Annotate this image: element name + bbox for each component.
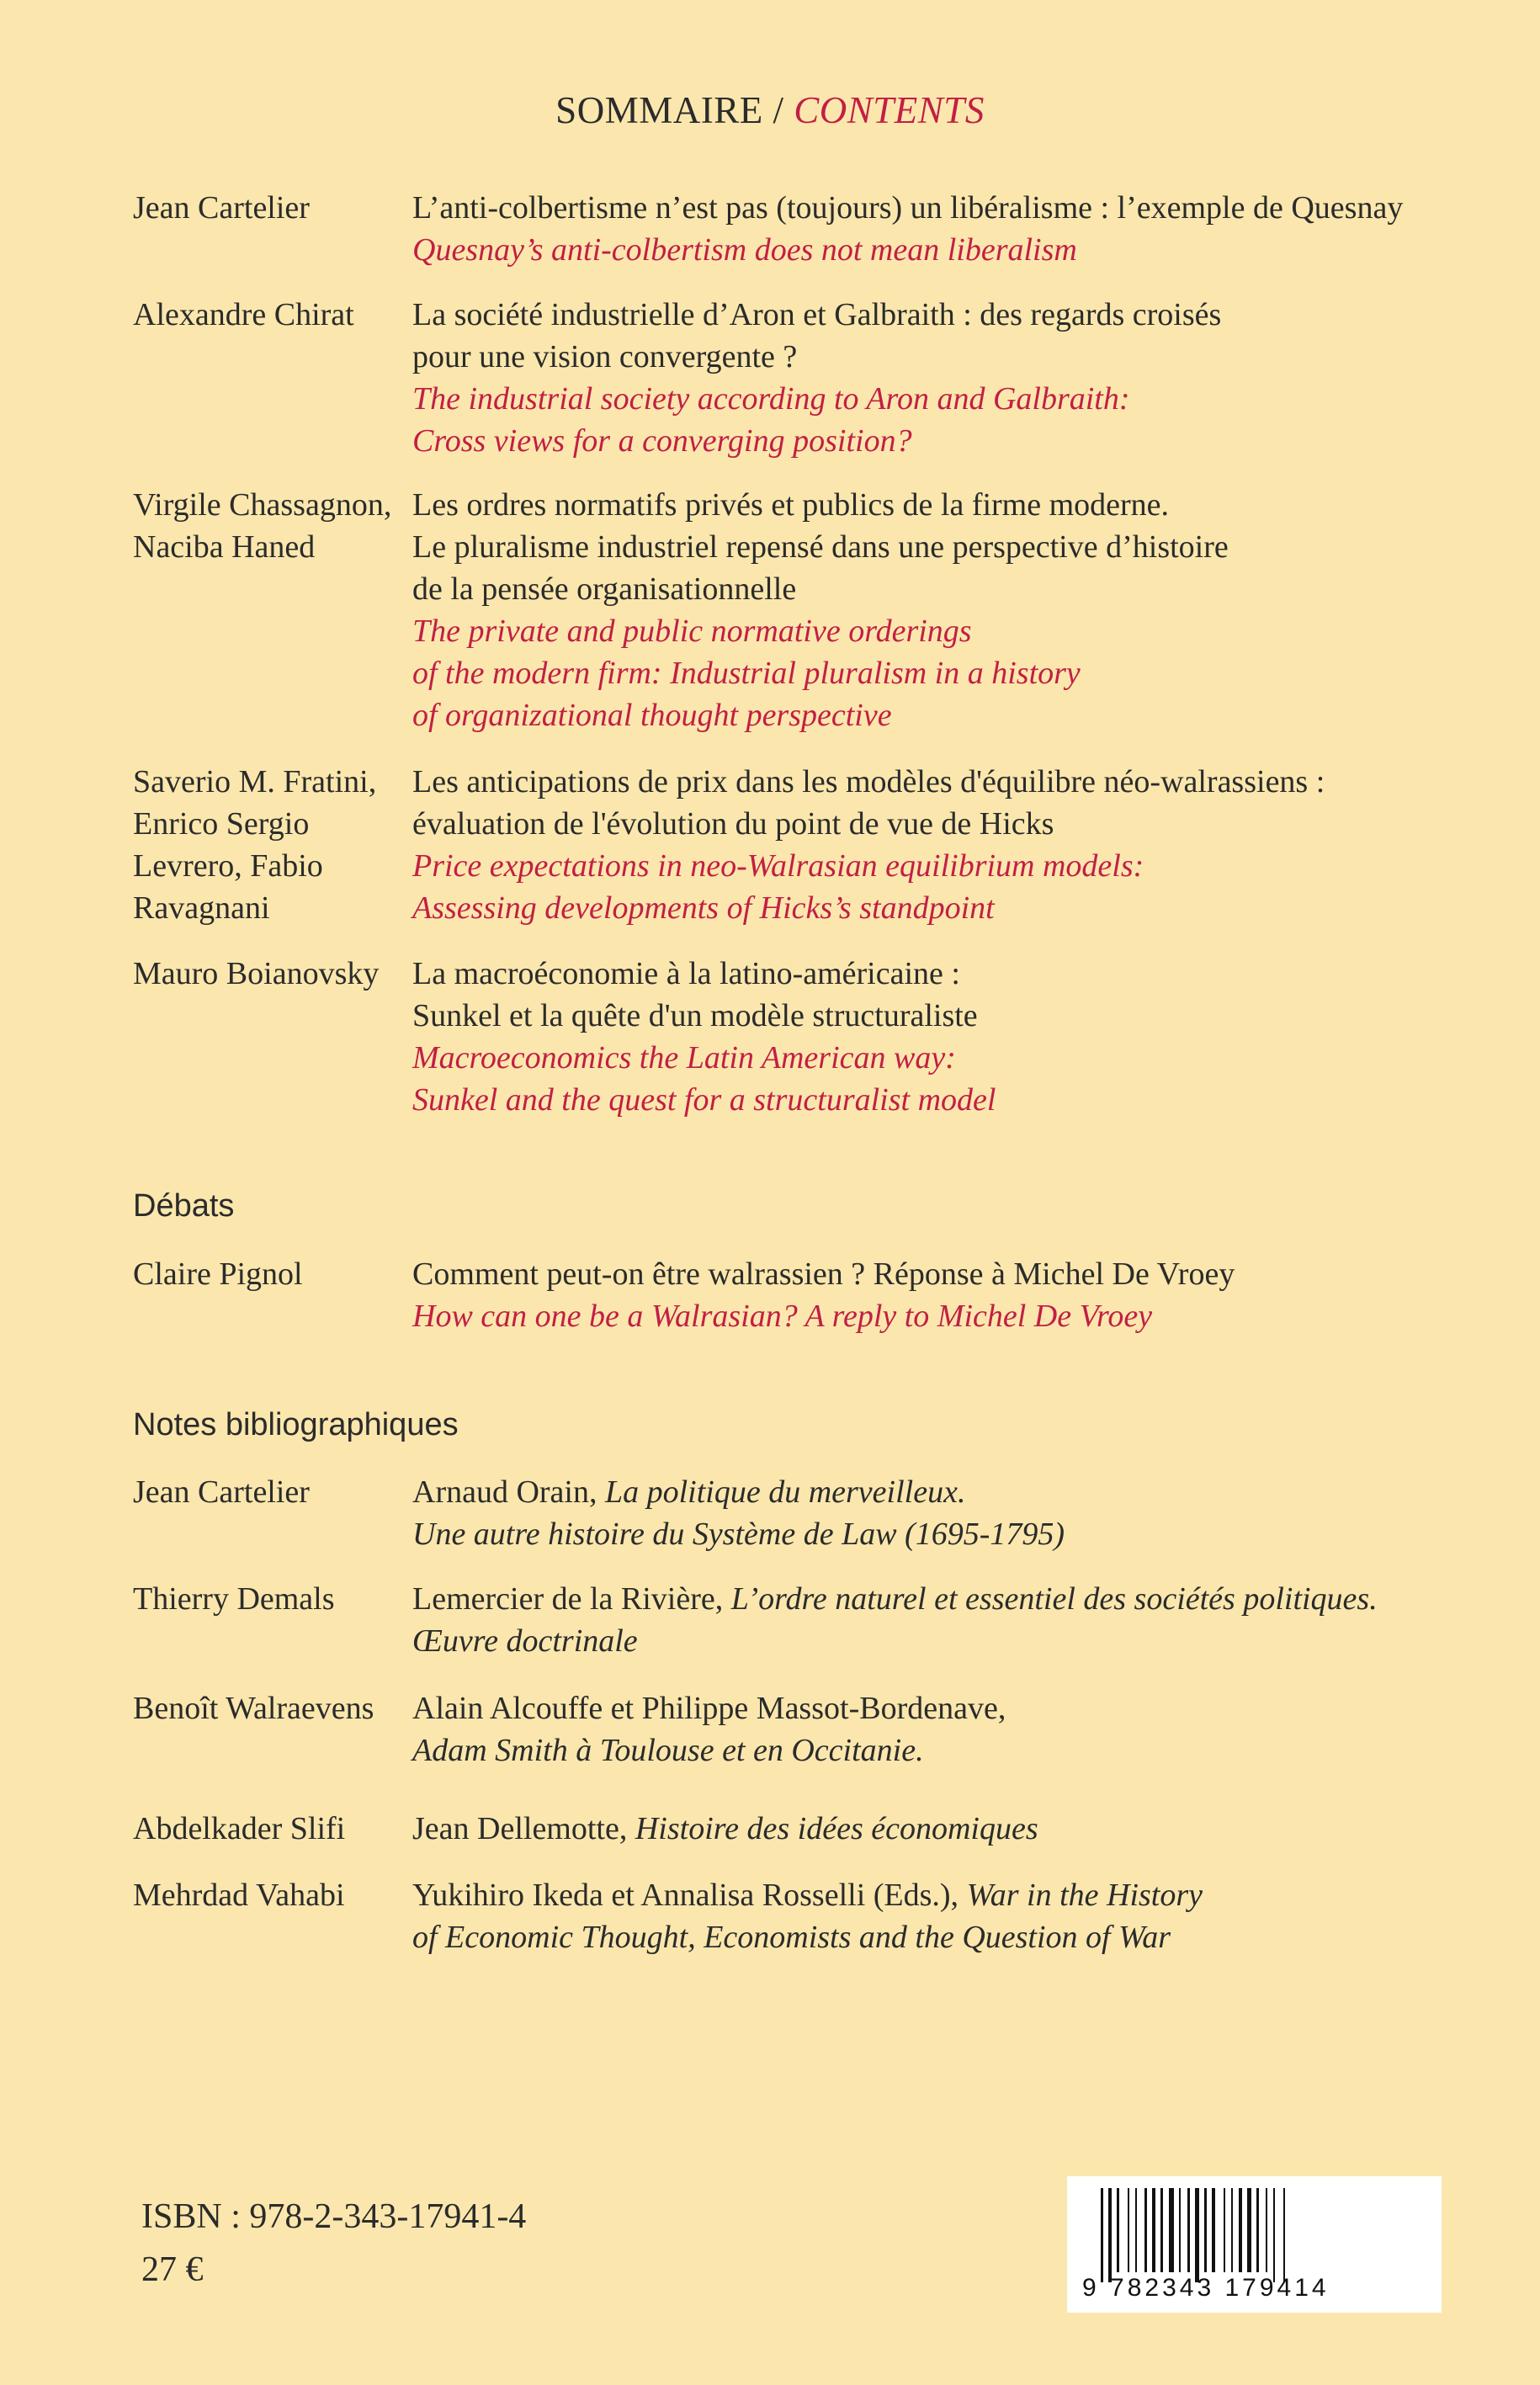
article-titles bbox=[412, 187, 1506, 271]
barcode-bar bbox=[1204, 2188, 1207, 2272]
article-titles bbox=[412, 953, 1506, 1121]
book-author: Yukihiro Ikeda et Annalisa Rosselli (Eds.), bbox=[412, 1878, 967, 1913]
note-reviewer: Benoît Walraevens bbox=[133, 1691, 374, 1726]
french-title-line: La société industrielle d’Aron et Galbraith : des regards croisés bbox=[412, 297, 1222, 332]
barcode-digits: 9 782343 179414 bbox=[1082, 2274, 1330, 2302]
barcode-bar bbox=[1152, 2188, 1155, 2272]
book-title: War in the History bbox=[966, 1878, 1203, 1913]
author-line: Virgile Chassagnon, bbox=[133, 487, 392, 523]
article-titles bbox=[412, 761, 1506, 929]
english-title-line: The private and public normative orderings bbox=[412, 614, 972, 649]
book-title: La politique du merveilleux. bbox=[604, 1474, 966, 1510]
note-reviewer: Abdelkader Slifi bbox=[133, 1811, 346, 1846]
notes-heading: Notes bibliographiques bbox=[133, 1407, 459, 1442]
article-titles bbox=[412, 484, 1506, 736]
book-title: L’ordre naturel et essentiel des sociétés politiques. bbox=[730, 1581, 1378, 1617]
english-title-line: Sunkel and the quest for a structuralist model bbox=[412, 1082, 996, 1118]
english-title-line: The industrial society according to Aron and Galbraith: bbox=[412, 381, 1130, 417]
barcode-bar bbox=[1247, 2188, 1251, 2272]
debats-heading: Débats bbox=[133, 1188, 235, 1224]
author-line: Claire Pignol bbox=[133, 1256, 303, 1292]
barcode-bar bbox=[1128, 2188, 1129, 2272]
french-title-line: évaluation de l'évolution du point de vue de Hicks bbox=[412, 806, 1054, 842]
barcode-bar bbox=[1169, 2188, 1174, 2272]
article-author bbox=[133, 1253, 411, 1295]
article-author bbox=[133, 187, 411, 229]
barcode-bar bbox=[1212, 2188, 1215, 2272]
heading-separator: / bbox=[773, 89, 784, 131]
barcode-bar bbox=[1195, 2188, 1199, 2282]
french-title-line: La macroéconomie à la latino-américaine : bbox=[412, 956, 960, 991]
english-title-line: Macroeconomics the Latin American way: bbox=[412, 1040, 956, 1076]
author-line: Ravagnani bbox=[133, 890, 270, 926]
french-title-line: Comment peut-on être walrassien ? Réponse à Michel De Vroey bbox=[412, 1256, 1235, 1292]
book-author: Lemercier de la Rivière, bbox=[412, 1581, 731, 1617]
barcode-bar bbox=[1187, 2188, 1190, 2272]
book-title: Une autre histoire du Système de Law (1695-1795) bbox=[412, 1517, 1065, 1552]
barcode-bar bbox=[1224, 2188, 1225, 2272]
article-titles bbox=[412, 294, 1506, 462]
barcode-bar bbox=[1135, 2188, 1137, 2272]
english-title-line: of organizational thought perspective bbox=[412, 698, 892, 733]
note-book bbox=[412, 1808, 1506, 1850]
english-title-line: Price expectations in neo-Walrasian equilibrium models: bbox=[412, 848, 1144, 884]
note-book bbox=[412, 1578, 1506, 1662]
barcode-bar bbox=[1273, 2188, 1275, 2282]
french-title-line: Les anticipations de prix dans les modèles d'équilibre néo-walrassiens : bbox=[412, 764, 1325, 799]
english-title-line: Quesnay’s anti-colbertism does not mean liberalism bbox=[412, 232, 1077, 268]
article-author bbox=[133, 761, 411, 929]
barcode-bar bbox=[1256, 2188, 1259, 2272]
barcode-bar bbox=[1266, 2188, 1267, 2272]
french-title-line: Les ordres normatifs privés et publics de la firme moderne. bbox=[412, 487, 1170, 523]
contents-heading bbox=[0, 88, 1540, 132]
article-author bbox=[133, 484, 411, 568]
barcode-bar bbox=[1179, 2188, 1181, 2272]
book-title: Adam Smith à Toulouse et en Occitanie. bbox=[412, 1733, 924, 1768]
author-line: Enrico Sergio bbox=[133, 806, 310, 842]
barcode-bar bbox=[1283, 2188, 1285, 2282]
author-line: Mauro Boianovsky bbox=[133, 956, 380, 991]
barcode-bar bbox=[1108, 2188, 1112, 2282]
author-line: Jean Cartelier bbox=[133, 190, 310, 226]
article-titles bbox=[412, 1253, 1506, 1337]
english-title-line: Assessing developments of Hicks’s standpoint bbox=[412, 890, 995, 926]
note-reviewer: Jean Cartelier bbox=[133, 1474, 310, 1510]
french-title-line: de la pensée organisationnelle bbox=[412, 571, 797, 607]
book-title: Histoire des idées économiques bbox=[635, 1811, 1038, 1846]
note-book bbox=[412, 1687, 1506, 1771]
note-reviewer: Thierry Demals bbox=[133, 1581, 335, 1617]
barcode-bar bbox=[1231, 2188, 1233, 2272]
french-title-line: L’anti-colbertisme n’est pas (toujours) un libéralisme : l’exemple de Quesnay bbox=[412, 190, 1404, 226]
english-title-line: of the modern firm: Industrial pluralism in a history bbox=[412, 656, 1081, 691]
note-book bbox=[412, 1874, 1506, 1958]
english-title-line: Cross views for a converging position? bbox=[412, 423, 912, 459]
article-author bbox=[133, 953, 411, 995]
author-line: Naciba Haned bbox=[133, 529, 316, 565]
french-title-line: Le pluralisme industriel repensé dans une perspective d’histoire bbox=[412, 529, 1229, 565]
book-title: of Economic Thought, Economists and the Question of War bbox=[412, 1920, 1171, 1955]
book-author: Arnaud Orain, bbox=[412, 1474, 605, 1510]
english-title-line: How can one be a Walrasian? A reply to Michel De Vroey bbox=[412, 1299, 1153, 1334]
author-line: Saverio M. Fratini, bbox=[133, 764, 377, 799]
barcode-bar bbox=[1101, 2188, 1103, 2282]
isbn: ISBN : 978-2-343-17941-4 bbox=[141, 2197, 527, 2236]
barcode bbox=[1067, 2176, 1442, 2313]
author-line: Alexandre Chirat bbox=[133, 297, 354, 332]
french-title-line: Sunkel et la quête d'un modèle structuraliste bbox=[412, 998, 978, 1033]
article-author bbox=[133, 294, 411, 336]
barcode-bar bbox=[1117, 2188, 1119, 2272]
note-book bbox=[412, 1471, 1506, 1555]
book-author: Jean Dellemotte, bbox=[412, 1811, 635, 1846]
price: 27 € bbox=[141, 2250, 204, 2289]
heading-french: SOMMAIRE bbox=[555, 89, 763, 131]
note-reviewer: Mehrdad Vahabi bbox=[133, 1878, 345, 1913]
barcode-bar bbox=[1160, 2188, 1163, 2272]
heading-english: CONTENTS bbox=[794, 89, 985, 131]
barcode-bar bbox=[1239, 2188, 1242, 2272]
book-author: Alain Alcouffe et Philippe Massot-Bordenave, bbox=[412, 1691, 1006, 1726]
french-title-line: pour une vision convergente ? bbox=[412, 339, 798, 374]
author-line: Levrero, Fabio bbox=[133, 848, 323, 884]
barcode-bar bbox=[1144, 2188, 1147, 2272]
book-title: Œuvre doctrinale bbox=[412, 1623, 638, 1659]
